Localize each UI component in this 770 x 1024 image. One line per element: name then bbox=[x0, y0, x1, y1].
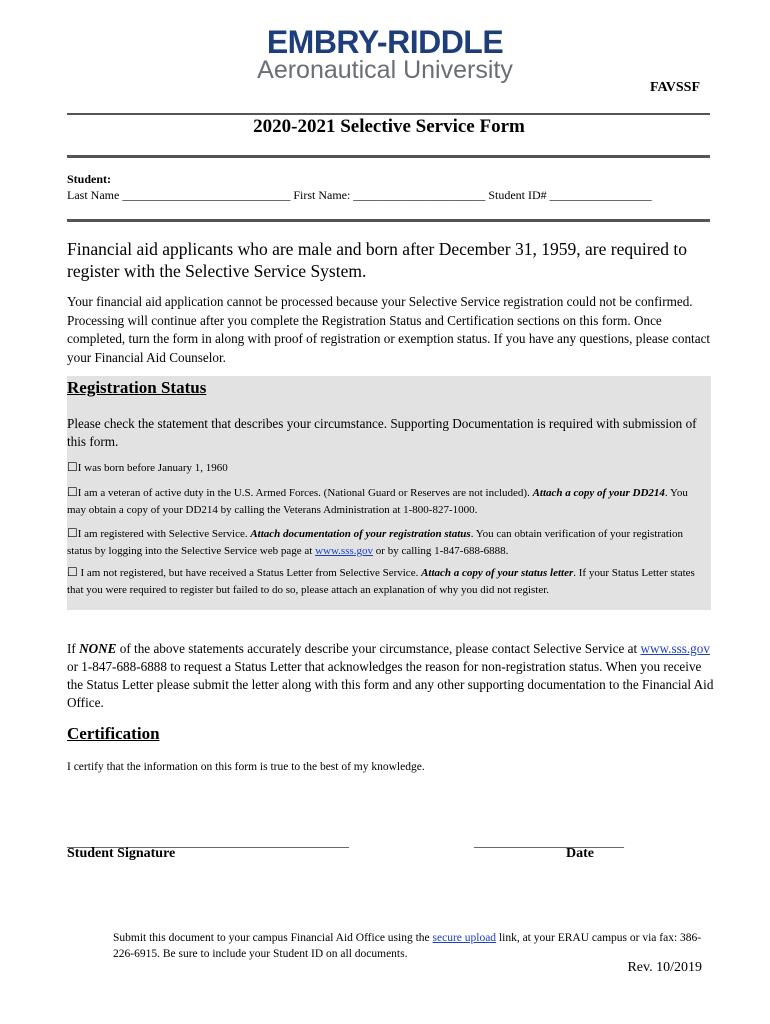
checkbox-born-before-1960[interactable]: ☐ bbox=[67, 460, 78, 474]
option-registered: ☐I am registered with Selective Service. Attach documentation of your registration status. You can obtain verification of your registration status by logging into the Selective Service web page at www.sss.gov or by calling 1-847-688-6888. bbox=[67, 526, 684, 557]
secure-upload-link[interactable]: secure upload bbox=[432, 932, 497, 944]
processing-notice: Your financial aid application cannot be processed because your Selective Service registration could not be confirmed. Processing will continue after you complete the Registration Status and Certification sections on this form. Once completed, turn the form in along with proof of registration or exemption status. If you have any questions, please contact your Financial Aid Counselor. bbox=[67, 294, 711, 365]
revision-date: Rev. 10/2019 bbox=[627, 960, 702, 975]
form-code: FAVSSF bbox=[649, 80, 700, 95]
checkbox-status-letter[interactable]: ☐ bbox=[67, 565, 78, 579]
title-divider bbox=[67, 155, 710, 158]
student-divider bbox=[67, 219, 710, 222]
sss-link-2[interactable]: www.sss.gov bbox=[640, 641, 710, 656]
registration-heading: Registration Status bbox=[67, 378, 207, 397]
sss-link[interactable]: www.sss.gov bbox=[315, 545, 374, 557]
first-name-field[interactable]: First Name: ______________________ bbox=[293, 188, 486, 202]
certification-statement: I certify that the information on this form is true to the best of my knowledge. bbox=[67, 761, 425, 773]
university-logo bbox=[0, 26, 770, 82]
date-line[interactable]: _________________________ bbox=[474, 835, 624, 849]
submission-instructions: Submit this document to your campus Financial Aid Office using the secure upload link, at your ERAU campus or via fax: 386-226-6915. Be sure to include your Student ID on all documents. bbox=[113, 932, 702, 960]
option-veteran: ☐I am a veteran of active duty in the U.S. Armed Forces. (National Guard or Reserves are not included). Attach a copy of your DD214. You may obtain a copy of your DD214 by calling the Veterans Administration at 1-800-827-1000. bbox=[67, 485, 688, 516]
signature-label: Student Signature bbox=[67, 846, 176, 861]
option-born-before-1960: ☐I was born before January 1, 1960 bbox=[67, 460, 228, 474]
requirement-statement: Financial aid applicants who are male and born after December 31, 1959, are required to register with the Selective Service System. bbox=[67, 239, 688, 281]
page-title: 2020-2021 Selective Service Form bbox=[253, 116, 525, 137]
date-label: Date bbox=[566, 846, 594, 861]
logo-subtitle: Aeronautical University bbox=[257, 56, 513, 84]
student-id-field[interactable]: Student ID# _________________ bbox=[488, 188, 652, 202]
top-divider bbox=[67, 113, 710, 115]
logo-wordmark: EMBRY-RIDDLE bbox=[266, 24, 504, 60]
checkbox-registered[interactable]: ☐ bbox=[67, 526, 78, 540]
last-name-field[interactable]: Last Name ____________________________ bbox=[67, 188, 291, 202]
student-fields bbox=[67, 188, 652, 203]
option-status-letter: ☐ I am not registered, but have received a Status Letter from Selective Service. Attach a copy of your status letter. If your Status Letter states that you were required to register but failed to do so, please attach an explanation of why you did not register. bbox=[67, 565, 695, 596]
student-label: Student: bbox=[67, 172, 112, 186]
signature-line[interactable]: _______________________________________________ bbox=[67, 835, 349, 849]
registration-instructions: Please check the statement that describes your circumstance. Supporting Documentation is required with submission of this form. bbox=[67, 416, 697, 449]
none-apply-instructions: If NONE of the above statements accurately describe your circumstance, please contact Selective Service at www.sss.gov or 1-847-688-6888 to request a Status Letter that acknowledges the reason for non-registration status. When you receive the Status Letter please submit the letter along with this form and any other supporting documentation to the Financial Aid Office. bbox=[67, 641, 714, 710]
checkbox-veteran[interactable]: ☐ bbox=[67, 485, 78, 499]
certification-heading: Certification bbox=[67, 724, 160, 743]
